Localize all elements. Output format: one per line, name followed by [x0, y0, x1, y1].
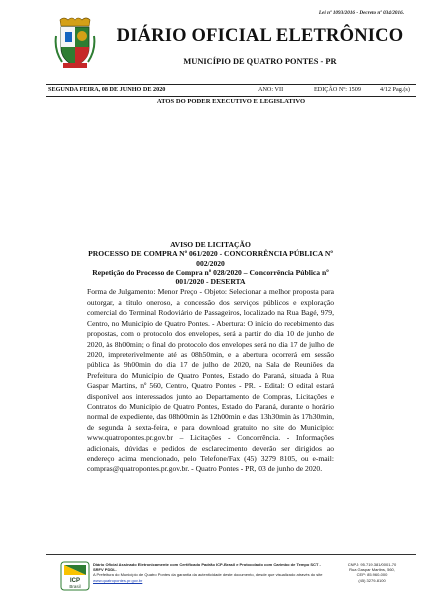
svg-text:ICP: ICP [69, 578, 81, 584]
footer-site-link[interactable]: www.quatropontes.pr.gov.br [93, 577, 143, 583]
notice-process: PROCESSO DE COMPRA Nº 061/2020 - CONCORRÊNCIA PÚBLICA Nº 002/2020 [88, 249, 333, 268]
edition-number: EDIÇÃO Nº: 1509 [314, 86, 361, 93]
footer-guarantee-note [93, 572, 325, 582]
page-count: 4/12 Pag.(s) [380, 86, 410, 93]
footer-cep: CEP: 85.960-000 [356, 572, 388, 578]
edition-year: ANO: VII [258, 86, 284, 93]
footer-contact-block [336, 562, 408, 583]
lei-reference: Lei nº 1093/2016 - Decreto nº 034/2016. [318, 10, 404, 16]
municipality-name: MUNICÍPIO DE QUATRO PONTES - PR [183, 57, 337, 66]
header-rule-bottom [46, 96, 416, 97]
footer-signature-note: Diário Oficial Assinado Eletronicamente com Certificado Padrão ICP-Brasil e Protocolado com Carimbo de Tempo SCT - SRFV PDDL. [93, 562, 321, 573]
notice-heading: AVISO DE LICITAÇÃO [170, 240, 251, 249]
bid-notice [87, 240, 334, 475]
municipal-crest-icon [54, 16, 96, 70]
footer-cnpj: CNPJ: 95.719.381/0001-70 [347, 562, 397, 567]
footer-phone: (45) 3279-8100 [358, 577, 386, 583]
icp-brasil-logo-icon [60, 561, 90, 591]
footer-guarantee-text: A Prefeitura do Município de Quatro Pontes da garantia da autenticidade deste documento, desde que visualizado através do site [93, 572, 323, 578]
notice-body: Forma de Julgamento: Menor Preço - Objeto: Selecionar a melhor proposta para outorgar, a título oneroso, a concessão dos serviços públicos e exploração comercial do Terminal Rodoviário de Passageiros, localizado na Rua Bagé, 979, Centro, no Município de Quatro Pontes. - Abertura: O início do recebimento das propostas, com o protocolo dos envelopes, será a partir do dia 10 de junho de 2020, às 8h00min; o final do protocolo dos envelopes será no dia 17 de julho de 2020, impreterivelmente até as 08h50min, e a abertura ocorrerá em sessão pública às 9h00min do dia 17 de julho de 2020, na Sala de Reuniões da Prefeitura do Município de Quatro Pontes, Estado do Paraná, situada à Rua Gaspar Martins, nº 560, Centro, Quatro Pontes - PR. - Edital: O edital estará disponível aos interessados junto ao Departamento de Compras, Licitações e Contratos do Município de Quatro Pontes, Estado do Paraná, durante o horário normal de expediente, das 08h00min às 12h00min e das 13h30min às 17h30min, de segunda à sexta-feira, e para download gratuito no site do Município: www.quatropontes.pr.gov.br – Licitações - Concorrência. - Informações adicionais, dúvidas e pedidos de esclarecimento deverão ser dirigidos ao endereço acima mencionado, pelo Telefone/Fax (45) 3279 8105, ou e-mail: compras@quatropontes.pr.gov.br. - Quatro Pontes - PR, 03 de junho de 2020. [87, 287, 334, 474]
footer-address: Rua Gaspar Martins, 560, [349, 567, 395, 573]
svg-text:Brasil: Brasil [69, 584, 81, 589]
edition-date: SEGUNDA FEIRA, 08 DE JUNHO DE 2020 [48, 86, 166, 93]
notice-repetition: Repetição do Processo de Compra nº 028/2020 – Concorrência Pública nº 001/2020 - DESERTA [92, 267, 329, 287]
footer-authenticity-text [93, 562, 325, 583]
section-title: ATOS DO PODER EXECUTIVO E LEGISLATIVO [156, 98, 306, 105]
journal-title: DIÁRIO OFICIAL ELETRÔNICO [116, 26, 404, 46]
edition-info-bar [46, 85, 416, 96]
